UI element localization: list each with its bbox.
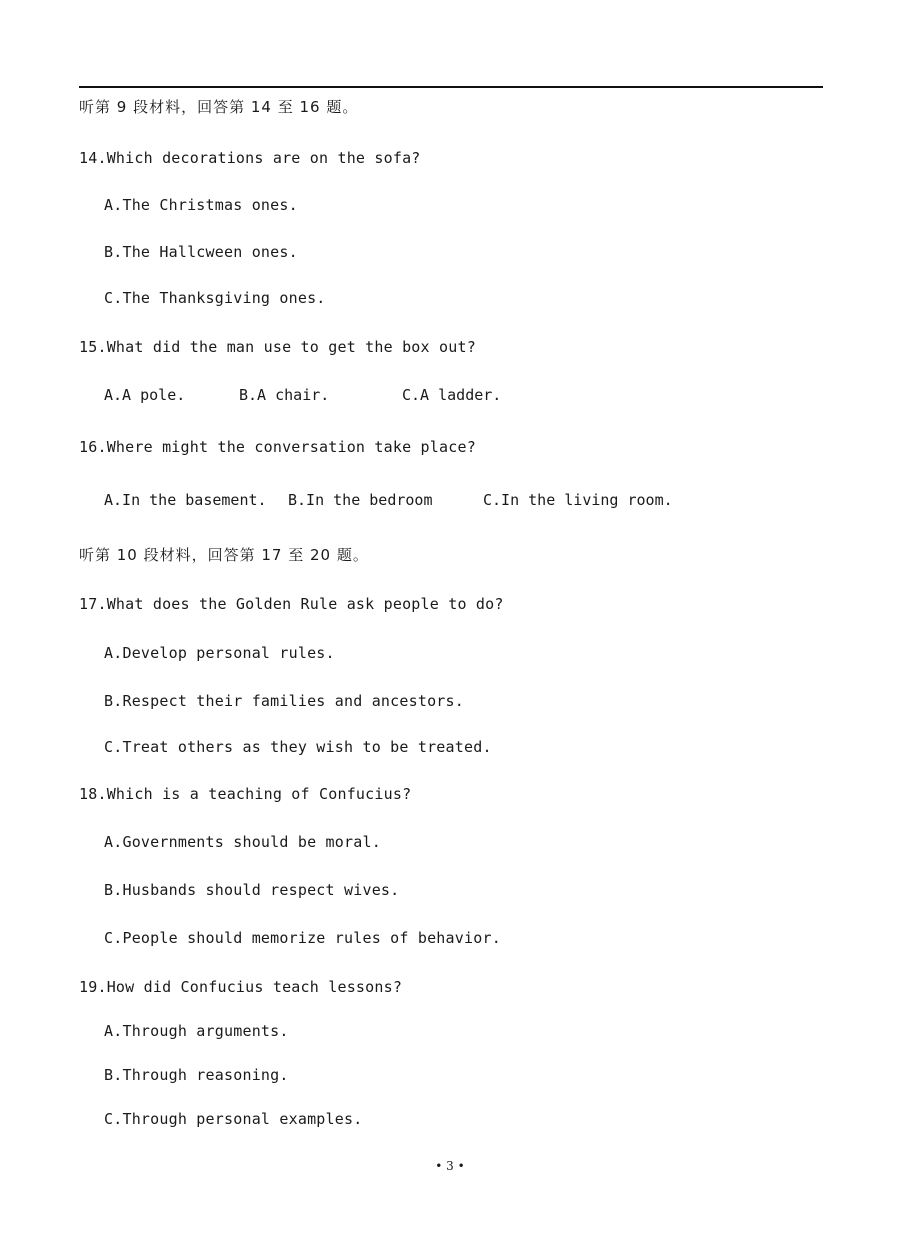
q14-option-a: A.The Christmas ones. [104,196,298,214]
q17-option-b: B.Respect their families and ancestors. [104,692,464,710]
q17-option-c: C.Treat others as they wish to be treated. [104,738,492,756]
page-number: • 3 • [435,1159,465,1173]
q14-option-b: B.The Hallcween ones. [104,243,298,261]
q15-option-c: C.A ladder. [402,386,502,404]
q15-option-b: B.A chair. [239,386,330,404]
q18-option-b: B.Husbands should respect wives. [104,881,400,899]
header-rule [79,86,823,88]
question-19: 19.How did Confucius teach lessons? [79,978,403,996]
q19-option-b: B.Through reasoning. [104,1066,289,1084]
q16-option-b: B.In the bedroom [288,491,433,509]
section-instruction-9: 听第 9 段材料，回答第 14 至 16 题。 [79,98,359,116]
q15-option-a: A.A pole. [104,386,186,404]
q18-option-c: C.People should memorize rules of behavior. [104,929,501,947]
q16-option-c: C.In the living room. [483,491,673,509]
q19-option-a: A.Through arguments. [104,1022,289,1040]
question-15: 15.What did the man use to get the box out? [79,338,476,356]
q18-option-a: A.Governments should be moral. [104,833,381,851]
q14-option-c: C.The Thanksgiving ones. [104,289,326,307]
question-17: 17.What does the Golden Rule ask people to do? [79,595,504,613]
question-16: 16.Where might the conversation take place? [79,438,476,456]
question-18: 18.Which is a teaching of Confucius? [79,785,412,803]
q16-option-a: A.In the basement. [104,491,267,509]
section-instruction-10: 听第 10 段材料，回答第 17 至 20 题。 [79,546,369,564]
question-14: 14.Which decorations are on the sofa? [79,149,421,167]
q17-option-a: A.Develop personal rules. [104,644,335,662]
q19-option-c: C.Through personal examples. [104,1110,363,1128]
